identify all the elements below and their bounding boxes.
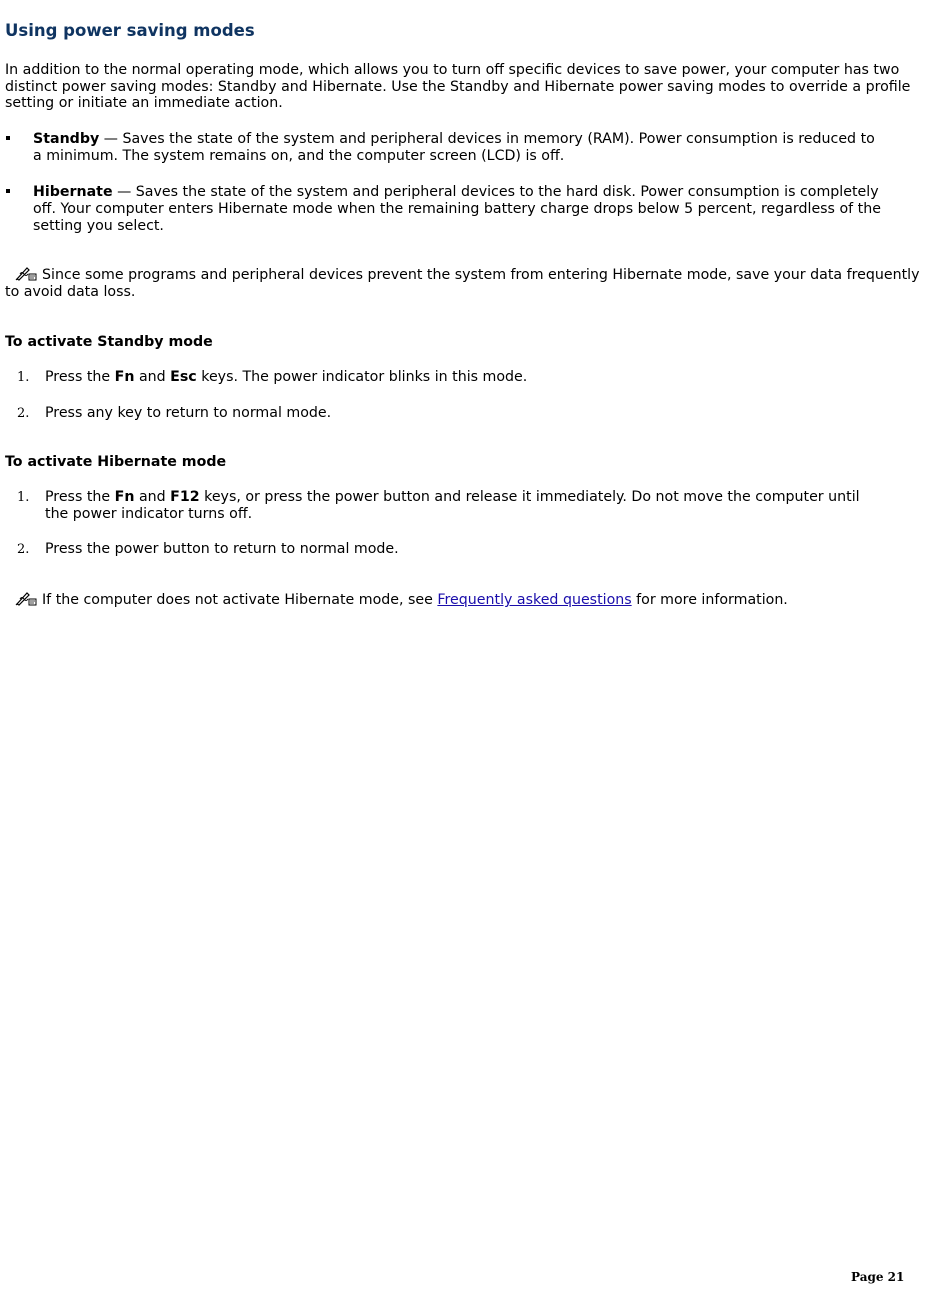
bullet-description: — Saves the state of the system and peripheral devices in memory (RAM). Power consumption is reduced to a minimum. The system remains on, and the computer screen (LCD) is off. [33, 131, 875, 164]
step-text [45, 369, 885, 386]
standby-step-2 [5, 405, 885, 422]
page-title: Using power saving modes [5, 21, 255, 40]
page-number: Page 21 [851, 1270, 905, 1284]
bullet-term: Standby [33, 131, 100, 147]
step-text-part: and [134, 369, 171, 385]
hibernate-step-2 [5, 541, 885, 558]
bullet-description: — Saves the state of the system and peripheral devices to the hard disk. Power consumption is completely off. Your computer enters Hibernate mode when the remaining battery charge drops below 5 percent, regardless of the setting you select. [33, 184, 881, 234]
bullet-text [33, 131, 885, 165]
key-esc: Esc [170, 369, 197, 385]
bullet-text [33, 184, 885, 235]
step-text-part: keys, or press the power button and release it immediately. Do not move the computer until the power indicator turns off. [45, 489, 860, 522]
hibernate-heading: To activate Hibernate mode [5, 454, 227, 470]
intro-paragraph: In addition to the normal operating mode, which allows you to turn off specific devices to save power, your computer has two distinct power saving modes: Standby and Hibernate. Use the Standby and Hibernate power saving modes to override a profile setting or initiate an immediate action. [5, 62, 911, 111]
hibernate-step-1 [5, 489, 885, 523]
step-text [45, 489, 885, 523]
bullet-standby [5, 131, 885, 165]
note-text-before-link: If the computer does not activate Hibernate mode, see [42, 592, 438, 608]
note-data-loss [5, 265, 920, 301]
key-f12: F12 [170, 489, 200, 505]
faq-link[interactable]: Frequently asked questions [437, 592, 632, 608]
note-pen-icon [15, 590, 37, 606]
bullet-term: Hibernate [33, 184, 113, 200]
note-pen-icon [15, 265, 37, 281]
key-fn: Fn [114, 369, 135, 385]
step-number: 1. [17, 490, 30, 505]
step-text-part: and [134, 489, 171, 505]
step-number: 2. [17, 542, 30, 557]
note-faq [5, 590, 920, 609]
step-text-part: Press the [45, 369, 115, 385]
step-text: Press any key to return to normal mode. [45, 405, 332, 421]
standby-heading: To activate Standby mode [5, 334, 213, 350]
step-text: Press the power button to return to normal mode. [45, 541, 399, 557]
bullet-square-icon [6, 189, 10, 193]
step-text-part: keys. The power indicator blinks in this mode. [196, 369, 528, 385]
note-text-after-link: for more information. [631, 592, 788, 608]
key-fn: Fn [114, 489, 135, 505]
step-number: 1. [17, 370, 30, 385]
note-text: Since some programs and peripheral devices prevent the system from entering Hibernate mode, save your data frequently to avoid data loss. [5, 267, 920, 300]
standby-step-1 [5, 369, 885, 386]
step-text-part: Press the [45, 489, 115, 505]
bullet-hibernate [5, 184, 885, 235]
bullet-square-icon [6, 136, 10, 140]
step-number: 2. [17, 406, 30, 421]
